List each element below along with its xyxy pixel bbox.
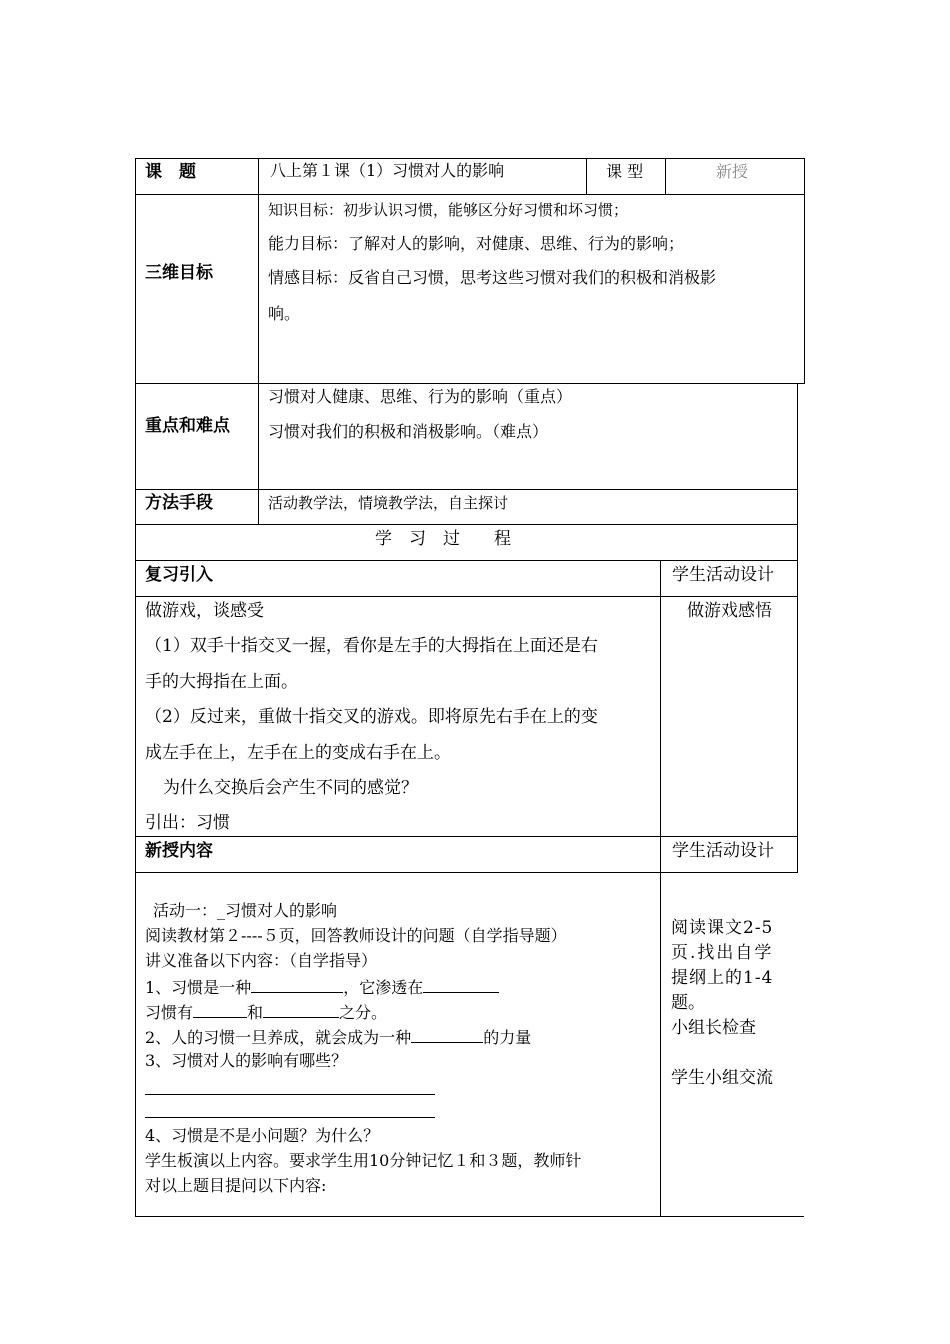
goal-emotion-2: 响。 xyxy=(268,304,301,323)
question-1 xyxy=(145,978,499,996)
question-4: 4、习惯是不是小问题？为什么？ xyxy=(145,1126,380,1145)
review-side-header: 学生活动设计 xyxy=(672,565,774,585)
goal-emotion-1: 情感目标：反省自己习惯，思考这些习惯对我们的积极和消极影 xyxy=(268,268,717,287)
board-line-1: 学生板演以上内容。要求学生用10分钟记忆１和３题，教师针 xyxy=(145,1151,582,1170)
fill-blank xyxy=(251,978,343,993)
table-border xyxy=(135,836,798,837)
q1-text-d: 和 xyxy=(247,1003,264,1022)
table-border xyxy=(797,383,798,873)
goals-label: 三维目标 xyxy=(145,263,213,283)
table-border xyxy=(665,158,666,195)
keypoint-line1: 习惯对人健康、思维、行为的影响（重点） xyxy=(268,387,573,406)
fill-blank xyxy=(263,1003,339,1018)
table-border xyxy=(135,158,136,1217)
read-instruction: 阅读教材第２----５页，回答教师设计的问题（自学指导题） xyxy=(145,926,567,945)
keypoint-line2: 习惯对我们的积极和消极影响。（难点） xyxy=(268,422,549,441)
table-border xyxy=(586,158,587,195)
board-line-2: 对以上题目提问以下内容: xyxy=(145,1176,327,1195)
q2-text-b: 的力量 xyxy=(483,1028,532,1047)
new-side-line: 题。 xyxy=(671,993,705,1013)
table-border xyxy=(135,489,798,490)
table-border xyxy=(135,383,805,384)
table-border xyxy=(135,1216,804,1217)
fill-blank xyxy=(423,978,499,993)
new-content-label: 新授内容 xyxy=(145,841,213,861)
activity-title: 活动一：_习惯对人的影响 xyxy=(153,901,338,920)
review-side-text: 做游戏感悟 xyxy=(687,601,772,621)
table-border xyxy=(135,560,798,561)
q1-text-e: 之分。 xyxy=(339,1003,388,1022)
methods-value: 活动教学法，情境教学法，自主探讨 xyxy=(268,494,509,512)
q2-text-a: 2、人的习惯一旦养成，就会成为一种 xyxy=(145,1028,412,1047)
question-2 xyxy=(145,1028,531,1046)
topic-label: 课 题 xyxy=(145,162,196,182)
answer-line xyxy=(145,1094,435,1095)
table-border xyxy=(258,158,259,525)
answer-line xyxy=(145,1117,435,1118)
fill-blank xyxy=(193,1003,247,1018)
q1-text-a: 1、习惯是一种 xyxy=(145,978,252,997)
goal-knowledge: 知识目标：初步认识习惯，能够区分好习惯和坏习惯； xyxy=(268,201,629,219)
table-border xyxy=(804,158,805,384)
new-side-line: 提纲上的1-4 xyxy=(671,968,774,988)
keypoints-label: 重点和难点 xyxy=(145,416,230,436)
new-side-line: 小组长检查 xyxy=(671,1018,756,1038)
type-value: 新授 xyxy=(716,162,749,181)
new-side-line: 页.找出自学 xyxy=(671,943,774,963)
new-side-line: 学生小组交流 xyxy=(671,1068,773,1088)
review-line: 引出：习惯 xyxy=(145,813,230,833)
table-border xyxy=(135,194,805,195)
fill-blank xyxy=(411,1028,483,1043)
question-3: 3、习惯对人的影响有哪些？ xyxy=(145,1051,348,1070)
question-1-cont xyxy=(145,1003,387,1021)
review-label: 复习引入 xyxy=(145,565,213,585)
review-line: 做游戏，谈感受 xyxy=(145,601,264,621)
type-label: 课 型 xyxy=(606,162,644,181)
methods-label: 方法手段 xyxy=(145,493,213,513)
table-border xyxy=(135,872,798,873)
goal-ability: 能力目标：了解对人的影响，对健康、思维、行为的影响； xyxy=(268,234,685,253)
prepare-instruction: 讲义准备以下内容：（自学指导） xyxy=(145,951,378,970)
review-line: 为什么交换后会产生不同的感觉？ xyxy=(163,778,418,798)
q1-text-c: 习惯有 xyxy=(145,1003,194,1022)
table-border xyxy=(660,560,661,1217)
new-side-line: 阅读课文2-5 xyxy=(671,918,774,938)
review-line: （1）双手十指交叉一握，看你是左手的大拇指在上面还是右 xyxy=(145,636,598,656)
q1-text-b: ，它渗透在 xyxy=(343,978,424,997)
table-border xyxy=(135,524,798,525)
process-title: 学 习 过 程 xyxy=(375,529,511,549)
new-content-side-header: 学生活动设计 xyxy=(672,841,774,861)
table-border xyxy=(135,596,798,597)
review-line: 手的大拇指在上面。 xyxy=(145,672,298,692)
topic-value: 八上第１课（1）习惯对人的影响 xyxy=(270,161,505,180)
review-line: 成左手在上，左手在上的变成右手在上。 xyxy=(145,743,451,763)
review-line: （2）反过来，重做十指交叉的游戏。即将原先右手在上的变 xyxy=(145,707,598,727)
table-border xyxy=(135,158,805,159)
